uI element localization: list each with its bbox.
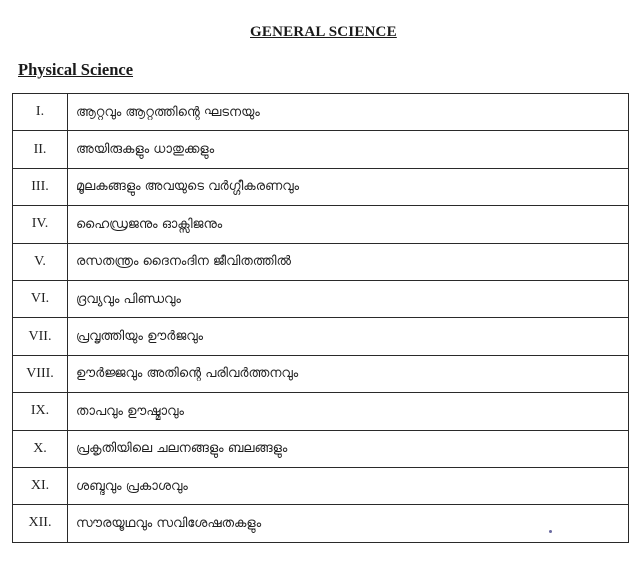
table-row xyxy=(13,206,629,243)
topic-title: ഊർജ്ജവും അതിന്റെ പരിവർത്തനവും xyxy=(68,355,629,392)
table-row xyxy=(13,430,629,467)
topic-title: പ്രവൃത്തിയും ഊർജവും xyxy=(68,318,629,355)
topic-number: IX. xyxy=(13,393,68,430)
topic-number: XI. xyxy=(13,467,68,504)
table-row xyxy=(13,467,629,504)
scan-speck xyxy=(549,530,552,533)
topic-title: ഹൈഡ്രജനും ഓക്സിജനും xyxy=(68,206,629,243)
topic-number: IV. xyxy=(13,206,68,243)
topic-number: X. xyxy=(13,430,68,467)
topic-number: I. xyxy=(13,94,68,131)
topic-number: VII. xyxy=(13,318,68,355)
topics-table xyxy=(12,93,629,543)
table-row xyxy=(13,280,629,317)
topic-title: ദ്രവ്യവും പിണ്ഡവും xyxy=(68,280,629,317)
table-row xyxy=(13,94,629,131)
table-row xyxy=(13,168,629,205)
topic-title: ആറ്റവും ആറ്റത്തിന്റെ ഘടനയും xyxy=(68,94,629,131)
topics-table-body xyxy=(13,94,629,543)
topic-number: VIII. xyxy=(13,355,68,392)
topic-number: II. xyxy=(13,131,68,168)
table-row xyxy=(13,355,629,392)
topic-title: അയിരുകളും ധാതുക്കളും xyxy=(68,131,629,168)
section-title: Physical Science xyxy=(18,60,134,79)
topic-title: രസതന്ത്രം ദൈനംദിന ജീവിതത്തിൽ xyxy=(68,243,629,280)
table-row xyxy=(13,393,629,430)
topic-number: XII. xyxy=(13,505,68,542)
table-row xyxy=(13,131,629,168)
page-heading: GENERAL SCIENCE xyxy=(250,24,397,40)
table-row xyxy=(13,318,629,355)
topic-number: VI. xyxy=(13,280,68,317)
topic-title: മൂലകങ്ങളും അവയുടെ വർഗ്ഗീകരണവും xyxy=(68,168,629,205)
table-row xyxy=(13,505,629,542)
topic-title: സൗരയൂഥവും സവിശേഷതകളും xyxy=(68,505,629,542)
topic-number: V. xyxy=(13,243,68,280)
table-row xyxy=(13,243,629,280)
topic-number: III. xyxy=(13,168,68,205)
topic-title: താപവും ഊഷ്മാവും xyxy=(68,393,629,430)
topic-title: പ്രകൃതിയിലെ ചലനങ്ങളും ബലങ്ങളും xyxy=(68,430,629,467)
topic-title: ശബ്ദവും പ്രകാശവും xyxy=(68,467,629,504)
